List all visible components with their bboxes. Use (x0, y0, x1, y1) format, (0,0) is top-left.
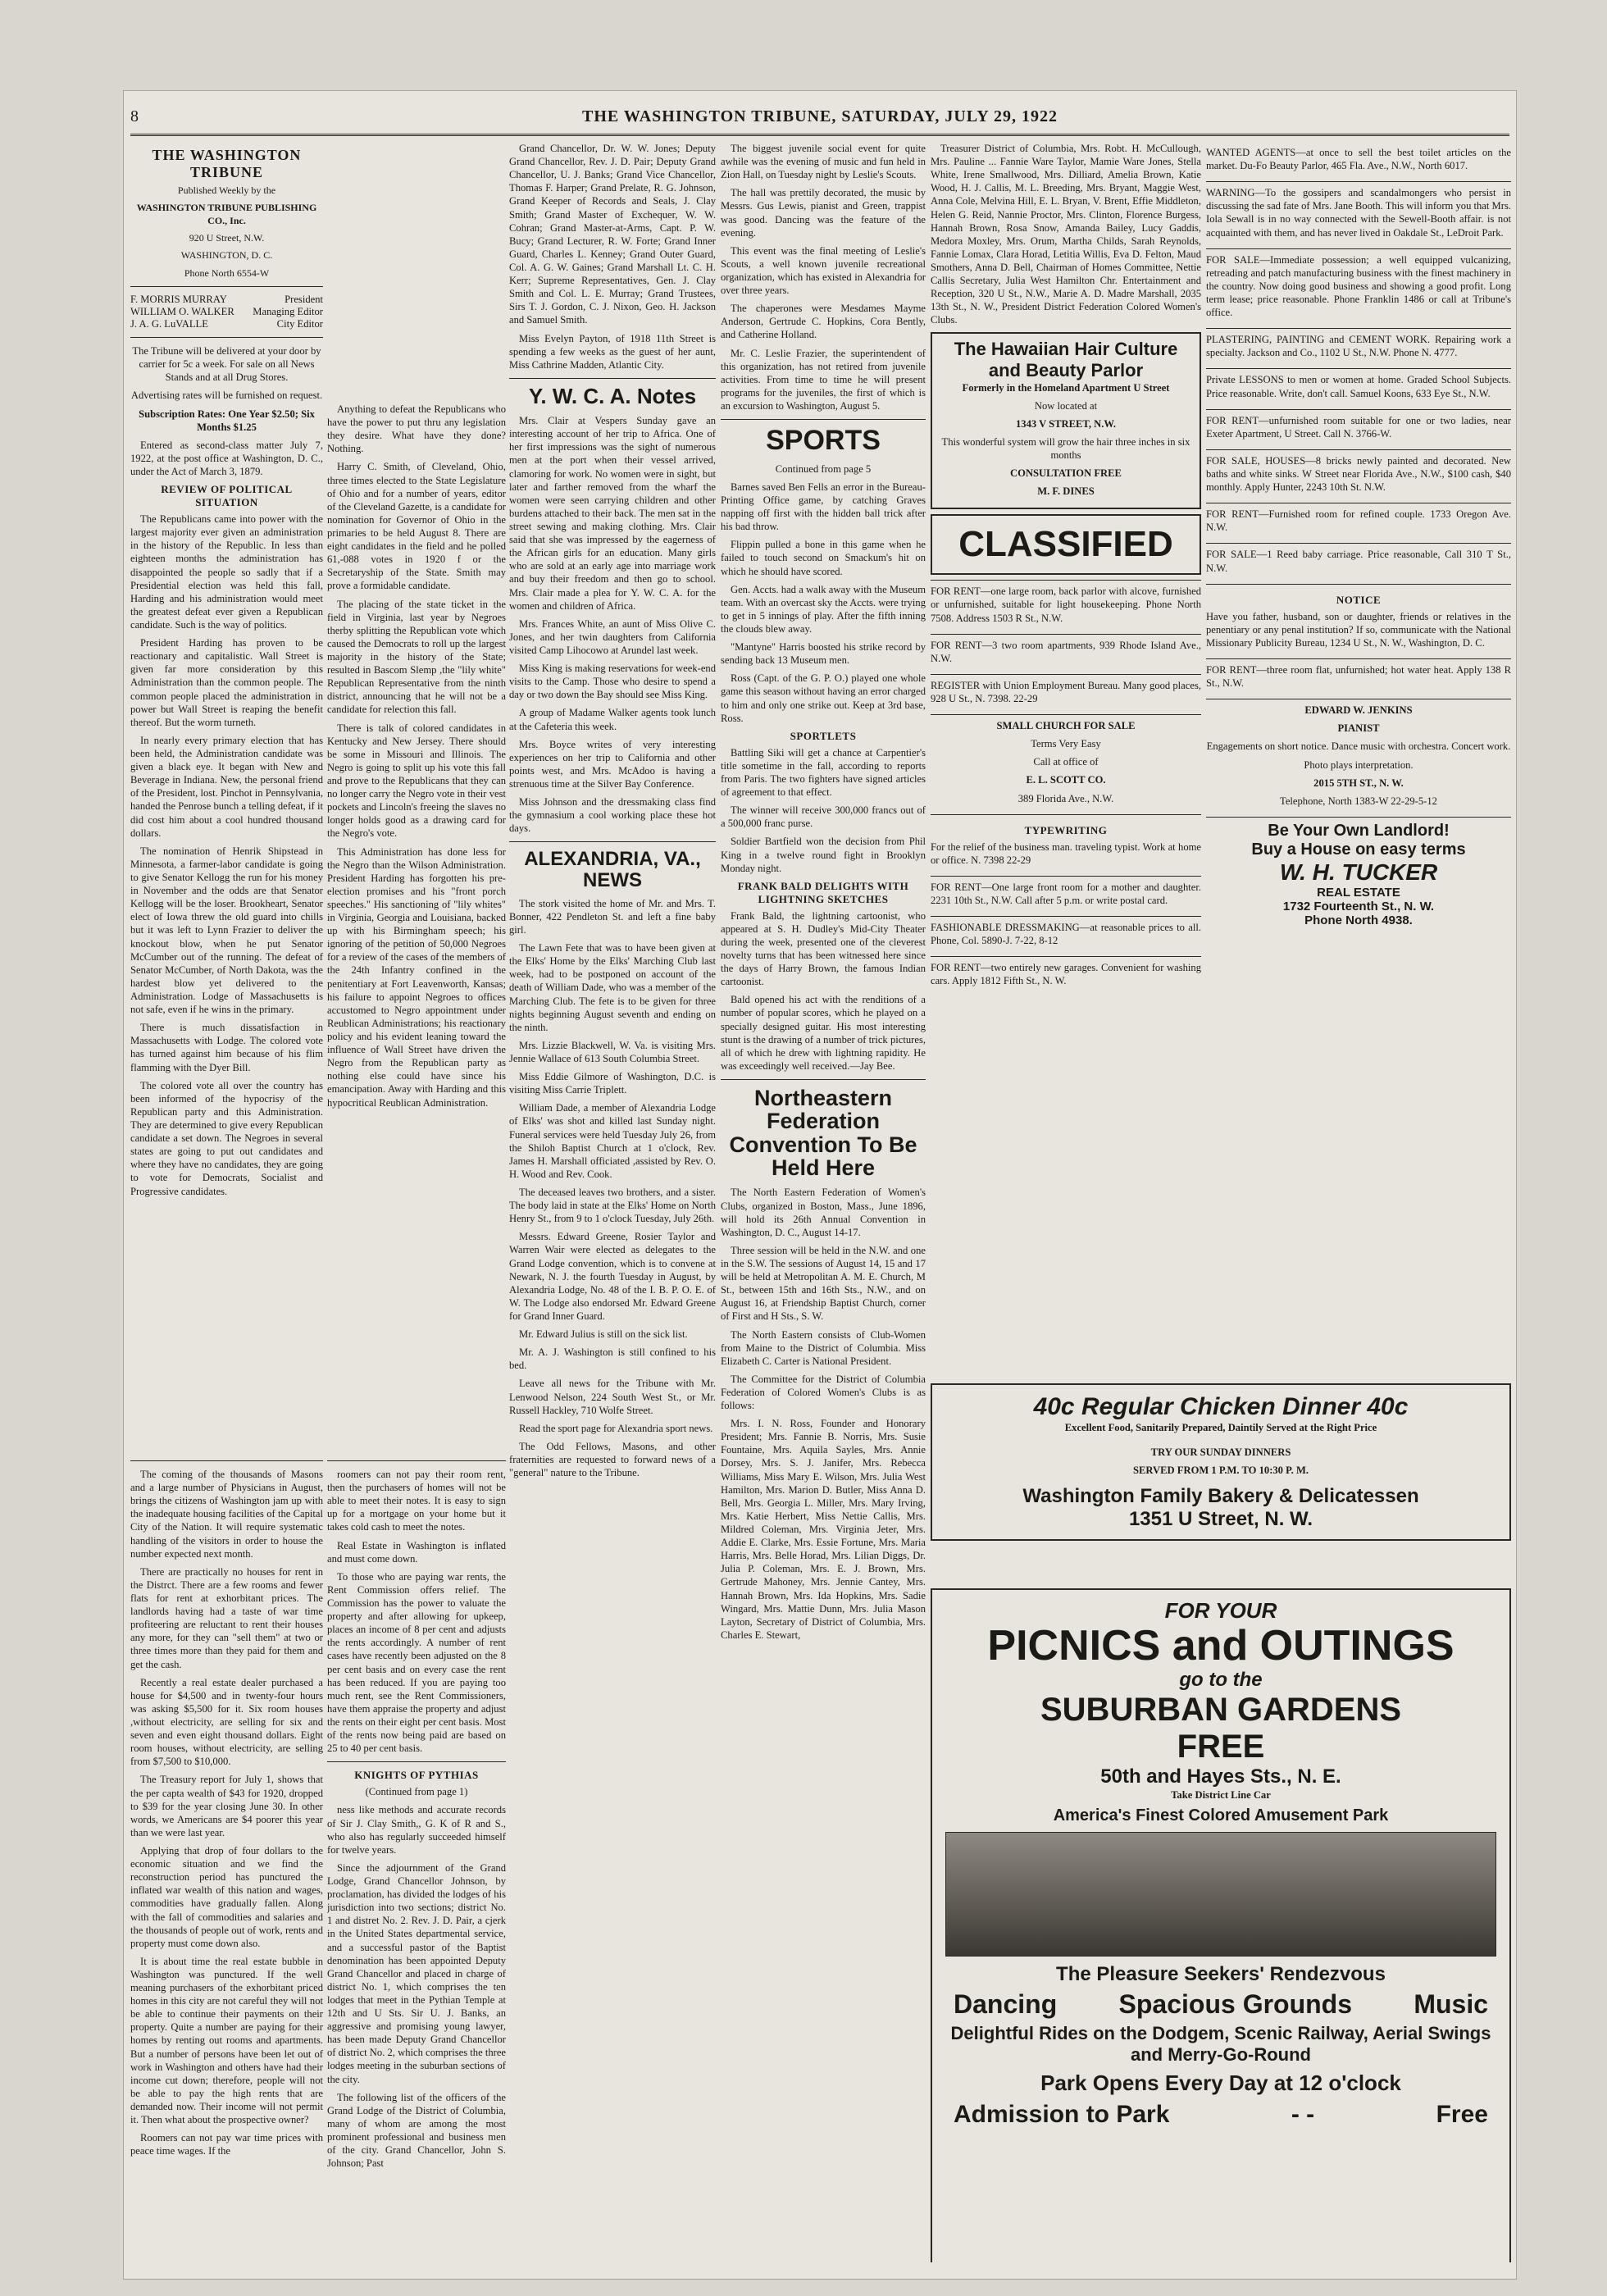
classified-ad: FOR RENT—unfurnished room suitable for one or two ladies, near Exeter Apartment, U Street. Call N. 3766-W. (1206, 414, 1511, 440)
sportlets-para: Battling Siki will get a chance at Carpentier's title sometime in the fall, according to reports from Paris. The two fighters have signed articles of agreement to that effect. (721, 746, 926, 799)
classified-ad: WANTED AGENTS—at once to sell the best toilet articles on the market. Du-Fo Beauty Parlor, 465 Fla. Ave., N.W., North 6017. (1206, 147, 1511, 172)
alex-para: Miss Eddie Gilmore of Washington, D.C. is visiting Miss Carrie Triplett. (509, 1071, 716, 1096)
classified-ad: FOR RENT—One large front room for a mother and daughter. 2231 10th St., N.W. Call after 5 p.m. or write postal card. (931, 881, 1201, 906)
newspaper-page (123, 90, 1517, 2280)
picnic-ad (931, 1583, 1511, 2262)
jenkins-name: EDWARD W. JENKINS (1304, 704, 1413, 717)
housing-para: The coming of the thousands of Masons and a large number of Physicians in August, brings the citizens of Washington jam up with the inadequate housing facilities of the Capital City of the Nation. It will require systematic handling of the visitors in order to house the number expected next month. (130, 1469, 323, 1560)
pub-line: Published Weekly by the (177, 184, 276, 196)
delivery-note: The Tribune will be delivered at your door by carrier for 5c a week. For sale on all News Stands and at all Drug Stores. (132, 345, 321, 384)
ywca-para: A group of Madame Walker agents took lunch at the Cafeteria this week. (509, 707, 716, 732)
subs-note: Subscription Rates: One Year $2.50; Six Months $1.25 (139, 408, 315, 433)
address: 920 U Street, N.W. (189, 232, 265, 244)
entered-note: Entered as second-class matter July 7, 1922, at the post office at Washington, D. C., under the Act of March 3, 1879. (130, 439, 323, 478)
column-4 (721, 142, 926, 2262)
column-6 (1206, 142, 1511, 1377)
alex-para: Mr. Edward Julius is still on the sick list. (519, 1328, 688, 1341)
sportlets-para: The winner will receive 300,000 francs out of a 500,000 franc purse. (721, 804, 926, 830)
sports-para: Barnes saved Ben Fells an error in the Bureau-Printing Office game, by catching Graves napping off first with the hidden ball trick after his bad throw. (721, 481, 926, 533)
fed-para: The North Eastern consists of Club-Women from Maine to the District of Columbia. Miss Elizabeth C. Carter is National President. (721, 1328, 926, 1367)
article-para: Mr. C. Leslie Frazier, the superintendent of this organization, has not retired from juvenile activities. From time to time he will present programs for the juveniles, the first of which is an excursion to Washington, August 5. (721, 347, 926, 412)
review-heading: REVIEW OF POLITICAL SITUATION (161, 483, 293, 509)
tucker-name: W. H. TUCKER (1279, 859, 1438, 885)
picnic-venue: SUBURBAN GARDENS (1040, 1691, 1402, 1728)
fed-para: The Committee for the District of Columbia Federation of Colored Women's Clubs is as follows: (721, 1373, 926, 1412)
article-para: Harry C. Smith, of Cleveland, Ohio, three times elected to the State Legislature of Ohio and for a number of years, editor of the Cleveland Gazette, is a candidate for nomination for Governor of Ohio in the primaries to be held August 8. There are eight candidates in the field and he polled 61,-088 votes in 1920 f or the Secretaryship of the State. Smith may prove a formidable candidate. (327, 461, 506, 592)
jenkins-line: Photo plays interpretation. (1304, 758, 1414, 771)
review-para: The Republicans came into power with the largest majority ever given an administration in the history of the Republic. In less than eighteen months the administration has disappointed the people so sadly that if a Presidential election was held this fall, Harding and his administration would meet the greatest defeat ever given a Republican candidate. Such is the way of politics. (130, 513, 323, 631)
article-para: Miss Evelyn Payton, of 1918 11th Street is spending a few weeks as the guest of her aunt, Miss Cathrine Madden, Atlantic City. (509, 332, 716, 371)
typewriting-body: For the relief of the business man. traveling typist. Work at home or office. N. 7398 22-29 (931, 840, 1201, 866)
review-para: President Harding has proven to be reactionary and capitalistic. Wall Street is given far more consideration by this Administration than the common people. The common people placed the administration in power but Wall Street is reaping the benefit thereof. But the worm turneth. (130, 637, 323, 728)
city: WASHINGTON, D. C. (180, 249, 273, 262)
article-para: Treasurer District of Columbia, Mrs. Robt. H. McCullough, Mrs. Pauline ... Fannie Ware Taylor, Mamie Ware Jones, Stella White, Irene Smallwood, Mrs. Dilliard, Amelia Brown, Katie Wood, H. J. Callis, M. L. Breeding, Mrs. Bryant, Maggie West, Anna Cole, Melvina Hill, E. L. Bryan, V. Brent, Effie Middleton, Helen G. Reid, Nannie Proctor, Mrs. Clinton, Florence Burgess, Hannah Brown, Rosa Snow, Amanda Bailey, Lucy Gaddis, Medora Moxley, Mrs. Orum, Martha Childs, Sarah Reynolds, Fannie Lomax, Clara Horad, Letitia Willis, Eva D. Felton, Maud Smothers, Anna D. Bell, Chairman of Homes Committee, Nettie Callis Secretary, Julia West Hamilton Chr. Entertainment and Reception, 320 U St., N.W., Marie A. D. Madre Marshall, 2035 13th St., N. W., President District Federation Colored Women's Clubs. (931, 143, 1201, 326)
article-para: This Administration has done less for the Negro than the Wilson Administration. President Harding has forgotten his pre-election promises and his "front porch speeches." His sanctioning of "lily whites" in Virginia, Georgia and Louisiana, backed up with his Birmingham speech; his ignoring of the petition of 50,000 Negroes for a review of the cases of the members of the 24th Infantry confined in the penitentiary at Fort Leavenworth, Kansas; his failure to appoint Negroes to offices accustomed to Negro appointment under Reublican Administrations; his reactionary policy and his evident leaning toward the influence of Wall Street have driven the Negro from the Republican party as nothing else could have since his emancipation. Away with Harding and this hypocritical Reublican Administration. (327, 845, 506, 1109)
rates-note: Advertising rates will be furnished on request. (130, 390, 323, 402)
housing-para: There are practically no houses for rent in the Distrct. There are a few rooms and fewer flats for rent at exhorbitant prices. The landlords having had a taste of war time profiteering are reluctant to rent their houses any more, for they can "sell them" at two or three times more than they paid for them and get the cash. (130, 1565, 323, 1670)
review-para: The colored vote all over the country has been informed of the hypocrisy of the Republican party and this Administration. They are determined to give every Republican candidate a set down. The Negroes in several states are going to put out candidates and where they have no candidates, they are going to vote for Democrats, Socialist and Progressive candidates. (130, 1079, 323, 1197)
alex-para: The deceased leaves two brothers, and a sister. The body laid in state at the Elks' Home on North Henry St., from 9 to 1 o'clock Tuesday, July 26th. (509, 1187, 716, 1225)
picnic-line: go to the (1179, 1668, 1263, 1691)
housing-para: Real Estate in Washington is inflated and must come down. (327, 1539, 506, 1565)
sports-para: Flippin pulled a bone in this game when he failed to touch second on Smackum's hit on which he should have scored. (721, 539, 926, 577)
picnic-hours: Park Opens Every Day at 12 o'clock (1040, 2070, 1401, 2095)
bakery-name: Washington Family Bakery & Delicatessen (1022, 1485, 1419, 1508)
classified-ad: FOR RENT—three room flat, unfurnished; hot water heat. Apply 138 R St., N.W. (1206, 663, 1511, 690)
alex-para: William Dade, a member of Alexandria Lodge of Elks' was shot and killed last Sunday night. Funeral services were held Tuesday July 26, from the Shiloh Baptist Church at 1 o'clock, Rev. James H. Marshall officiated ,assisted by Rev. O. H. Wood and Rev. Cook. (509, 1102, 716, 1180)
classified-ad: FOR RENT—3 two room apartments, 939 Rhode Island Ave., N.W. (931, 639, 1201, 664)
alex-para: Mr. A. J. Washington is still confined to his bed. (509, 1346, 716, 1372)
kp-cont: (Continued from page 1) (365, 1786, 468, 1798)
sports-heading: SPORTS (766, 425, 881, 457)
classified-ad: FOR RENT—two entirely new garages. Convenient for washing cars. Apply 1812 Fifth St., N. W. (931, 962, 1201, 987)
column-1 (130, 142, 323, 1451)
classified-ad: FASHIONABLE DRESSMAKING—at reasonable prices to all. Phone, Col. 5890-J. 7-22, 8-12 (931, 922, 1201, 947)
hair-body: This wonderful system will grow the hair three inches in six months (941, 435, 1190, 461)
picnic-free: FREE (1177, 1728, 1265, 1765)
bakery-served: SERVED FROM 1 P.M. TO 10:30 P. M. (1132, 1465, 1309, 1477)
tucker-line: 1732 Fourteenth St., N. W. (1282, 899, 1435, 913)
sportlets-heading: SPORTLETS (790, 729, 857, 742)
kp-heading: KNIGHTS OF PYTHIAS (354, 1769, 479, 1782)
article-para: The hall was prettily decorated, the music by Messrs. Gus Lewis, pianist and Green, trappist was good. Dancing was the feature of the evening. (721, 187, 926, 239)
tucker-line: Phone North 4938. (1304, 913, 1413, 927)
picnic-rendezvous: The Pleasure Seekers' Rendezvous (1056, 1962, 1386, 1985)
jenkins-line: Telephone, North 1383-W 22-29-5-12 (1280, 795, 1437, 807)
hair-title: The Hawaiian Hair Culture and Beauty Parlor (954, 338, 1178, 380)
church-addr: 389 Florida Ave., N.W. (1017, 792, 1114, 804)
ywca-heading: Y. W. C. A. Notes (528, 383, 697, 408)
housing-para: Recently a real estate dealer purchased a house for $4,500 and in twenty-four hours was asking $5,500 for it. Six room houses ,without electricity, are selling for six and seven and even eight thousand dollars. Eight room houses, without electricity, are selling from $7,500 to $10,000. (130, 1676, 323, 1768)
article-para: The chaperones were Mesdames Mayme Anderson, Gertrude C. Hopkins, Cora Bently, and Catherine Holland. (721, 303, 926, 341)
tucker-line: Be Your Own Landlord! (1268, 821, 1450, 840)
housing-right (327, 1460, 506, 2262)
church-ad (931, 714, 1201, 814)
staff-name: F. MORRIS MURRAY (130, 294, 227, 306)
jenkins-line: 2015 5TH ST., N. W. (1313, 777, 1404, 789)
staff-name: J. A. G. LuVALLE (130, 318, 208, 330)
review-para: In nearly every primary election that has been held, the Administration candidate was given a black eye. It began with New and Beverage in Indiana. New, the personal friend of the President, lost. Pinchot in Pennsylvania, handed the Penrose bunch a telling defeat, if it did cost him about a cool hundred thousand dollars. (130, 734, 323, 839)
housing-left (130, 1460, 323, 2262)
ywca-para: Mrs. Clair at Vespers Sunday gave an interesting account of her trip to Africa. One of her first impressions was the sight of numerous men at the port when their vessel arrived, clamoring for work. No women were in sight, but later and farther removed from the wharf the women were seen carrying children and other burdens attached to their back. The men sat in the street sewing and making clothing. Mrs. Clair said that she was impressed by the eagerness of the African girls for an education. Many girls who are sold at an early age into marriage work and buy their freedom and then go to school. Mrs. Clair made a plea for Y. W. C. A. for the women and children of Africa. (509, 415, 716, 612)
typewriting-title: TYPEWRITING (1024, 823, 1108, 836)
publisher: WASHINGTON TRIBUNE PUBLISHING CO., Inc. (136, 202, 317, 226)
sports-para: Ross (Capt. of the G. P. O.) played one whole game this season without having an error charged to him and only one strike out. Keep at 3rd base, Ross. (721, 672, 926, 724)
picnic-dancing: Dancing (954, 1988, 1058, 2019)
ywca-para: Mrs. Frances White, an aunt of Miss Olive C. Jones, and her twin daughters from California visited Camp Lihocowo at Arundel last week. (509, 617, 716, 657)
hair-consult: CONSULTATION FREE (1010, 467, 1122, 480)
alex-para: Leave all news for the Tribune with Mr. Lenwood Nelson, 224 South West St., or Mr. Russell Hackley, 710 Wolfe Street. (509, 1378, 716, 1416)
article-para: Grand Chancellor, Dr. W. W. Jones; Deputy Grand Chancellor, Rev. J. D. Pair; Deputy Grand Chancellor, U. J. Banks; Grand Vice Chancellor, Thomas F. Harper; Grand Prelate, R. G. Johnson, Grand Keeper of Records and Seals, J. Clay Smith; Grand Master of Exchequer, W. W. Cohran; Grand Master-at-Arms, Capt. P. W. Bucy; Grand Lecturer, R. W. Forte; Grand Inner Guard, Charles L. Kenney; Grand Outer Guard, Col. A. G. W. Gaines; Grand Marshall Lt. C. H. Kerr; Supreme Representatives, Gen. J. Clay Smith and Col. L. E. Murray; Grand Trustees, Sirs T. J. Gordon, C. J. Nixon, Geo. H. Jackson and Samuel Smith. (509, 143, 716, 326)
sports-para: "Mantyne" Harris boosted his strike record by sending back 13 Museum men. (721, 641, 926, 667)
picnic-music: Music (1414, 1988, 1488, 2019)
hair-now: Now located at (1034, 399, 1098, 412)
bald-heading: FRANK BALD DELIGHTS WITH LIGHTNING SKETCHES (737, 879, 909, 905)
bald-para: Frank Bald, the lightning cartoonist, who appeared at S. H. Dudley's Mid-City Theater during the week, presented one of the cleverest novelty turns that has been witnessed here since the days of Harry Brown, the famous Indian cartoonist. (721, 909, 926, 988)
page-number: 8 (130, 107, 139, 125)
picnic-admission: Admission to Park (954, 2100, 1170, 2128)
sportlets-para: Soldier Bartfield won the decision from Phil King in a twelve round fight in Brooklyn Monday night. (721, 836, 926, 874)
classified-ad: FOR SALE—1 Reed baby carriage. Price reasonable, Call 310 T St., N.W. (1206, 549, 1511, 574)
alex-para: Read the sport page for Alexandria sport news. (519, 1422, 713, 1434)
hair-name: M. F. DINES (1037, 485, 1095, 498)
church-name: E. L. SCOTT CO. (1026, 774, 1106, 786)
church-call: Call at office of (1033, 756, 1099, 768)
staff-name: WILLIAM O. WALKER (130, 306, 234, 318)
classified-ad: PLASTERING, PAINTING and CEMENT WORK. Repairing work a specialty. Jackson and Co., 1102 U St., N.W. Phone N. 4777. (1206, 334, 1511, 359)
church-terms: Terms Very Easy (1031, 738, 1101, 750)
sports-para: Gen. Accts. had a walk away with the Museum team. With an overcast sky the Accts. were trying to get in 5 innings of play. After the fifth inning the clouds blew away. (721, 583, 926, 635)
fed-para: The North Eastern Federation of Women's Clubs, organized in Boston, Mass., June 1896, will hold its 26th Annual Convention in Washington, D. C., August 14-17. (721, 1187, 926, 1238)
picnic-tagline: America's Finest Colored Amusement Park (1053, 1806, 1389, 1824)
article-para: This event was the final meeting of Leslie's Scouts, a well known juvenile recreational organization, which has existed in Alexandria for over three years. (721, 244, 926, 297)
staff-table (130, 294, 323, 330)
ywca-para: Mrs. Boyce writes of very interesting experiences on her trip to California and other points west, and Mrs. McAdoo is having a strenuous time at the Silver Bay Conference. (509, 738, 716, 790)
article-para: There is talk of colored candidates in Kentucky and New Jersey. There should be some in Missouri and Illinois. The Negro is going to split up his vote this fall and prove to the Republicans that they can no longer carry the Negro vote in their vest pockets and Lincoln's freeing the slaves no longer holds good as a drawing card for the Negro's vote. (327, 722, 506, 840)
housing-para: It is about time the real estate bubble in Washington was punctured. If the well meaning purchasers of the exhorbitant priced homes in this city are not careful they will not be able to continue their payments on their property. Quite a number are paying for their homes by renting out rooms and apartments. But a number of persons have been let out of work in Washington and others have had their income cut down; therefore, people will not be able to pay the high rents that are demanded now. Their income will not permit it. Then what about the prospective owner? (130, 1955, 323, 2126)
alex-para: The stork visited the home of Mr. and Mrs. T. Bonner, 422 Pendleton St. and left a fine baby girl. (509, 897, 716, 936)
fed-para: Mrs. I. N. Ross, Founder and Honorary President; Mrs. Fannie B. Norris, Mrs. Susie Fountaine, Mrs. Aquila Sayles, Mrs. Annie Dorsey, Mrs. S. J. Janifer, Mrs. Rebecca Williams, Miss Mary E. Wilson, Mrs. Julia West Hamilton, Mrs. Marion D. Butler, Miss Anna D. Bell, Mrs. Georgia L. Miller, Mrs. Mary Irving, Mrs. Katie Herbert, Miss Nettie Callis, Mrs. Mildred Coleman, Mrs. Virginia Jeter, Mrs. Addie E. Clarke, Mrs. Essie Fortune, Mrs. Maria Harris, Mrs. Belle Horad, Mrs. Lilian Diggs, Dr. Julia P. Coleman, Mrs. E. J. Brown, Mrs. Gertrude Mahoney, Mrs. Jennie Cantey, Mrs. Hannah Brown, Mrs. Ida Hopkins, Mrs. Sadie Wingard, Mrs. Mattie Dunn, Mrs. Julia Mason Layton, Secretary of District of Columbia, Mrs. Charles E. Stewart, (721, 1418, 926, 1641)
picnic-rides: Delightful Rides on the Dodgem, Scenic Railway, Aerial Swings and Merry-Go-Round (950, 2022, 1491, 2065)
kp-para: ness like methods and accurate records of Sir J. Clay Smith,, G. K of R and S., who also has regularly succeeded himself for twelve years. (327, 1804, 506, 1856)
bald-para: Bald opened his act with the renditions of a number of popular scores, which he played on a specially designed guitar. His most interesting stunt is the drawing of a number of trick pictures, all of which he drew with lightning rapidity. He was exceedingly well received.—Jay Bee. (721, 994, 926, 1072)
picnic-headline: PICNICS and OUTINGS (987, 1622, 1454, 1670)
bakery-title: 40c Regular Chicken Dinner 40c (1033, 1393, 1409, 1420)
housing-para: The Treasury report for July 1, shows that the per capta wealth of $43 for 1920, dropped to $39 for the year closing June 30. In other words, we Americans are $4 poorer this year than we were last year. (130, 1774, 323, 1838)
picnic-admission-free: Free (1436, 2100, 1488, 2128)
picnic-car: Take District Line Car (1171, 1788, 1271, 1801)
masthead: THE WASHINGTON TRIBUNE, SATURDAY, JULY 29, 1922 (582, 107, 1058, 125)
staff-role: Managing Editor (253, 306, 323, 318)
tucker-line: REAL ESTATE (1317, 885, 1400, 900)
notice-title: NOTICE (1336, 593, 1382, 606)
housing-para: Applying that drop of four dollars to the economic situation and we find the reconstruction period has punctured the inflated war wealth of this nation and wages, commodities have gradually fallen. Along with the fall of commodities and salaries and the thousands of people out of work, rents and property must come down also. (130, 1844, 323, 1949)
review-para: The nomination of Henrik Shipstead in Minnesota, a farmer-labor candidate is going to give Senator Kellogg the run for his money in November and the odds are that Senator Kellogg will be the loser. Brookheart, Senator elect of Iowa threw the old guard into chills but it was left to Lynn Frazier to deliver the knockout blow, when he put Senator McCumber out of the running. The defeat of Senator McCumber, of North Dakota, was the hardest blow yet delivered to the Administration. Lodge of Massachusetts is not safe, even if he wins in the primary. (130, 845, 323, 1016)
jenkins-role: PIANIST (1337, 722, 1380, 735)
classified-banner: CLASSIFIED (931, 514, 1201, 575)
alex-para: The Odd Fellows, Masons, and other fraternities are requested to forward news of a "general" nature to the Tribune. (509, 1440, 716, 1479)
paper-title: THE WASHINGTON TRIBUNE (152, 147, 302, 180)
housing-para: Roomers can not pay war time prices with peace time wages. If the (130, 2132, 323, 2157)
ywca-para: Miss Johnson and the dressmaking class find the gymnasium a cool working place these hot days. (509, 796, 716, 835)
jenkins-ad (1206, 699, 1511, 817)
park-photo (945, 1832, 1496, 1957)
article-para: Anything to defeat the Republicans who have the power to put thru any legislation they desire. What have they done? Nothing. (327, 403, 506, 455)
article-para: The biggest juvenile social event for quite awhile was the evening of music and fun held in Zion Hall, on Tuesday night by Leslie's Scouts. (721, 143, 926, 181)
classified-ad: FOR RENT—one large room, back parlor with alcove, furnished or unfurnished, suitable for light housekeeping. Phone North 7508. Address 1503 R St., N.W. (931, 585, 1201, 624)
bakery-try: TRY OUR SUNDAY DINNERS (1150, 1446, 1291, 1459)
federation-heading: Northeastern Federation Convention To Be Held Here (729, 1086, 917, 1181)
bakery-sub: Excellent Food, Sanitarily Prepared, Daintily Served at the Right Price (1064, 1422, 1377, 1433)
housing-para: roomers can not pay their room rent, then the purchasers of homes will not be able to meet their notes. It is easy to sign up for a mortgage on your home but it takes cold cash to meet the notes. (327, 1469, 506, 1533)
alexandria-heading: ALEXANDRIA, VA., NEWS (524, 848, 701, 891)
notice-body: Have you father, husband, son or daughter, friends or relatives in the penentiary or any penal institution? If so, communicate with the National Missionary Publicity Bureau, 1234 U St., N. W., Washington, D. C. (1206, 610, 1511, 649)
tucker-line: Buy a House on easy terms (1251, 840, 1466, 859)
church-title: SMALL CHURCH FOR SALE (996, 720, 1136, 732)
classified-ad: Private LESSONS to men or women at home. Graded School Subjects. Price reasonable. Write, don't call. Samuel Koons, 633 Eye St., N.W. (1206, 374, 1511, 399)
bakery-ad (931, 1378, 1511, 1546)
classified-ad: FOR SALE—Immediate possession; a well equipped vulcanizing, retreading and patch manufacturing business with the finest machinery in the country. Now doing good business and showing a good profit. Long term lease; price reasonable. Phone Franklin 1486 or call at Tribune's office. (1206, 253, 1511, 319)
ywca-para: Miss King is making reservations for week-end visits to the Camp. Those who desire to spend a day or two down the Bay should see Miss King. (509, 663, 716, 701)
tucker-ad (1206, 817, 1511, 932)
page-header (130, 106, 1509, 136)
hair-addr: 1343 V STREET, N.W. (1015, 417, 1116, 430)
classified-ad: FOR SALE, HOUSES—8 bricks newly painted and decorated. New baths and white sinks. W Street near Florida Ave., N.W., $100 cash, $40 monthly. Apply Hunter, 2243 10th St. N.W. (1206, 454, 1511, 494)
column-2 (327, 403, 506, 1451)
picnic-dash: - - (1291, 2100, 1315, 2128)
phone: Phone North 6554-W (184, 266, 270, 279)
alex-para: Mrs. Lizzie Blackwell, W. Va. is visiting Mrs. Jennie Wallace of 613 South Columbia Street. (509, 1039, 716, 1065)
fed-para: Three session will be held in the N.W. and one in the S.W. The sessions of August 14, 15 and 17 will be held at Metropolitan A. M. E. Church, M St., between 15th and 16th Sts., N.W., and on August 16, at Friendship Baptist Church, corner of First and H Sts., S. W. (721, 1244, 926, 1323)
hair-sub: Formerly in the Homeland Apartment U Street (962, 381, 1170, 394)
classified-ad: WARNING—To the gossipers and scandalmongers who persist in discussing the sad fate of Mrs. Jane Booth. This will inform you that Mrs. Iola Sewall is in no way connected with the Sewell-Booth affair. is not acquainted with them, and has never lived in Oakdale St., LeDroit Park. (1206, 187, 1511, 239)
picnic-grounds: Spacious Grounds (1118, 1988, 1353, 2019)
review-para: There is much dissatisfaction in Massachusetts with Lodge. The colored vote has turned against him because of his flim flamming with the Dyer Bill. (130, 1022, 323, 1073)
alex-para: Messrs. Edward Greene, Rosier Taylor and Warren Wair were elected as delegates to the Grand Lodge convention, which is to convene at Newark, N. J. the fourth Tuesday in August, by Alexandria Lodge, No. 48 of the I. B. P. O. E. of W. The Lodge also endorsed Mr. Edward Greene for Grand Inner Guard. (509, 1231, 716, 1322)
bakery-addr: 1351 U Street, N. W. (1128, 1508, 1313, 1531)
hair-ad (931, 332, 1201, 510)
picnic-line: FOR YOUR (1164, 1598, 1277, 1623)
staff-role: City Editor (276, 318, 323, 330)
alex-para: The Lawn Fete that was to have been given at the Elks' Home by the Elks' Marching Club last week, had to be postponed on account of the death of William Dade, who was a member of the Marching Club. The fete is to be given for three nights beginning August seventh and ending on the ninth. (509, 942, 716, 1033)
classified-ad: FOR RENT—Furnished room for refined couple. 1733 Oregon Ave. N.W. (1206, 508, 1511, 534)
column-3 (509, 142, 716, 2262)
kp-para: The following list of the officers of the Grand Lodge of the District of Columbia, many of whom are among the most prominent professional and business men of the city. Grand Chancellor, John S. Johnson; Past (327, 2091, 506, 2170)
jenkins-line: Engagements on short notice. Dance music with orchestra. Concert work. (1206, 740, 1511, 753)
kp-para: Since the adjournment of the Grand Lodge, Grand Chancellor Johnson, by proclamation, has divided the lodges of his jurisdiction into two sections; district No. 1 and distret No. 2. Rev. J. D. Pair, a cjerk in the United States departmental service, and a successful pastor of the Baptist denomination has been appointed Deputy Grand Chancellor and placed in charge of district No. 1, which comprises the ten lodges that meet in the Pythian Temple at 12th and U Sts. Sir U. J. Banks, an aggressive and promising young lawyer, has been made Deputy Grand Chancellor of district No. 2, which comprises the three lodges meeting in the suburban sections of the city. (327, 1861, 506, 2085)
staff-role: President (285, 294, 323, 306)
picnic-addr: 50th and Hayes Sts., N. E. (1100, 1765, 1341, 1788)
column-5 (931, 142, 1201, 1377)
article-para: The placing of the state ticket in the field in Virginia, last year by Negroes therby splitting the Republican vote which caused the Democrats to roll up the largest majority in the history of the State; resulted in Bascom Slemp ,the "lily white" Republican Representative from the ninth district, announcing that he will not be a candidate for relection this fall. (327, 598, 506, 716)
housing-para: To those who are paying war rents, the Rent Commission offers relief. The Commission has the power to valuate the property and after allowing for upkeep, places an income of 8 per cent and adjusts the rents accordingly. A number of rent cases have recently been adjusted on the 8 per cent basis and on every case the rent has been reduced. If you are paying too much rent, see the Rent Commissioners, have them appraise the property and adjust the rents on their eight per cent basis. Most of the rents now being paid are based on 25 to 40 per cent basis. (327, 1570, 506, 1755)
classified-ad: REGISTER with Union Employment Bureau. Many good places, 928 U St., N. 7398. 22-29 (931, 679, 1201, 704)
sports-cont: Continued from page 5 (775, 462, 872, 475)
